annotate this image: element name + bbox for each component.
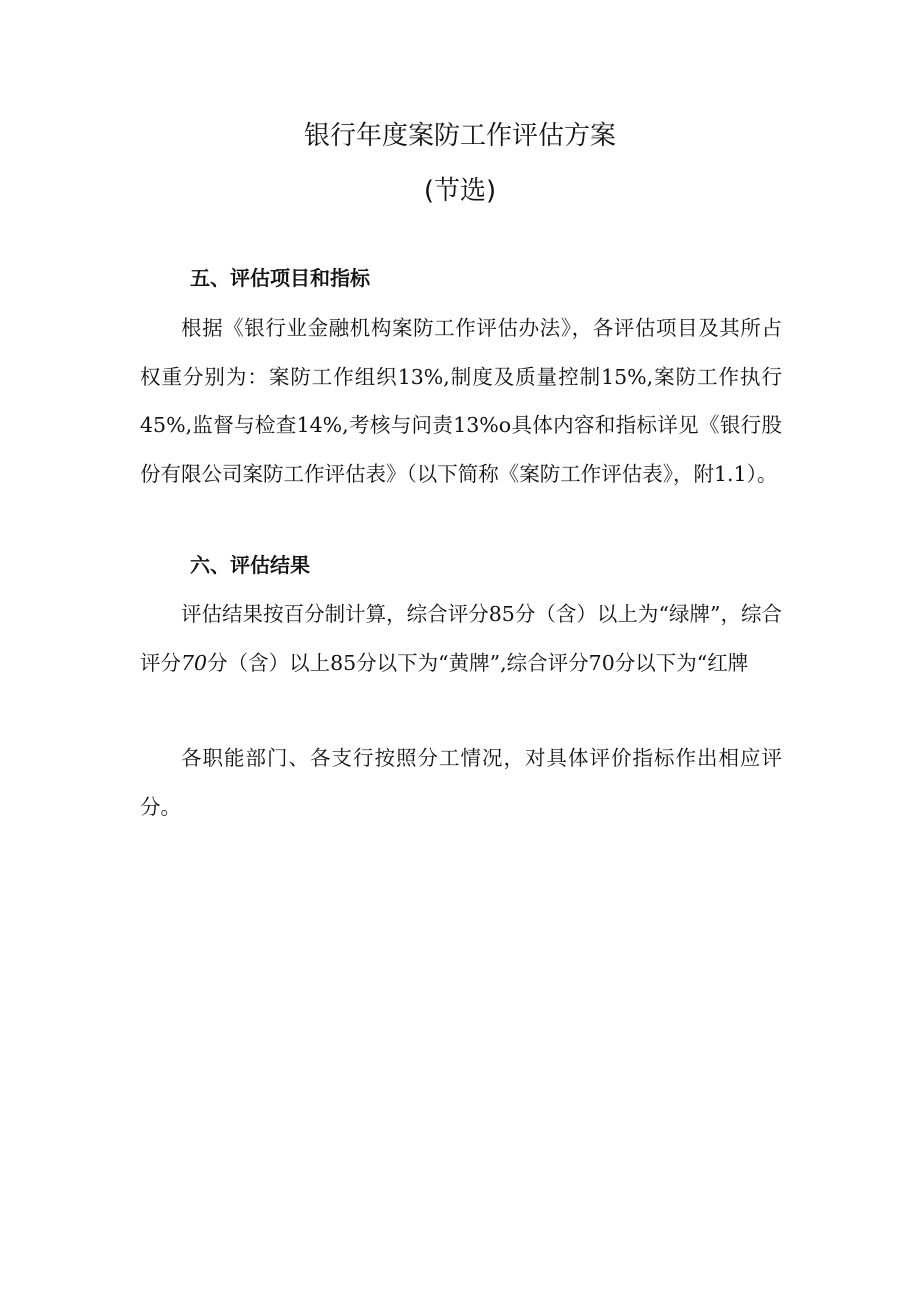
document-title: 银行年度案防工作评估方案 bbox=[303, 121, 616, 151]
rating-text-before: 评估结果按百分制计算，综合评分85分（含）以上为“绿牌”，综合评分 bbox=[140, 602, 782, 675]
rating-italic-score: 70 bbox=[181, 650, 208, 675]
section-heading-evaluation-items: 五、评估项目和指标 bbox=[190, 266, 370, 290]
rating-text-after: 分（含）以上85分以下为“黄牌”,综合评分70分以下为“红牌 bbox=[207, 650, 749, 675]
paragraph-rating-levels bbox=[140, 590, 782, 687]
section-heading-evaluation-results: 六、评估结果 bbox=[190, 553, 310, 577]
paragraph-department-scoring: 各职能部门、各支行按照分工情况，对具体评价指标作出相应评分。 bbox=[140, 746, 782, 819]
document-subtitle: (节选) bbox=[423, 176, 497, 206]
paragraph-evaluation-weights: 根据《银行业金融机构案防工作评估办法》，各评估项目及其所占权重分别为：案防工作组织13%,制度及质量控制15%,案防工作执行45%,监督与检查14%,考核与问责13%o具体内容和指标详见《银行股份有限公司案防工作评估表》（以下简称《案防工作评估表》，附1.1）。 bbox=[140, 316, 782, 486]
